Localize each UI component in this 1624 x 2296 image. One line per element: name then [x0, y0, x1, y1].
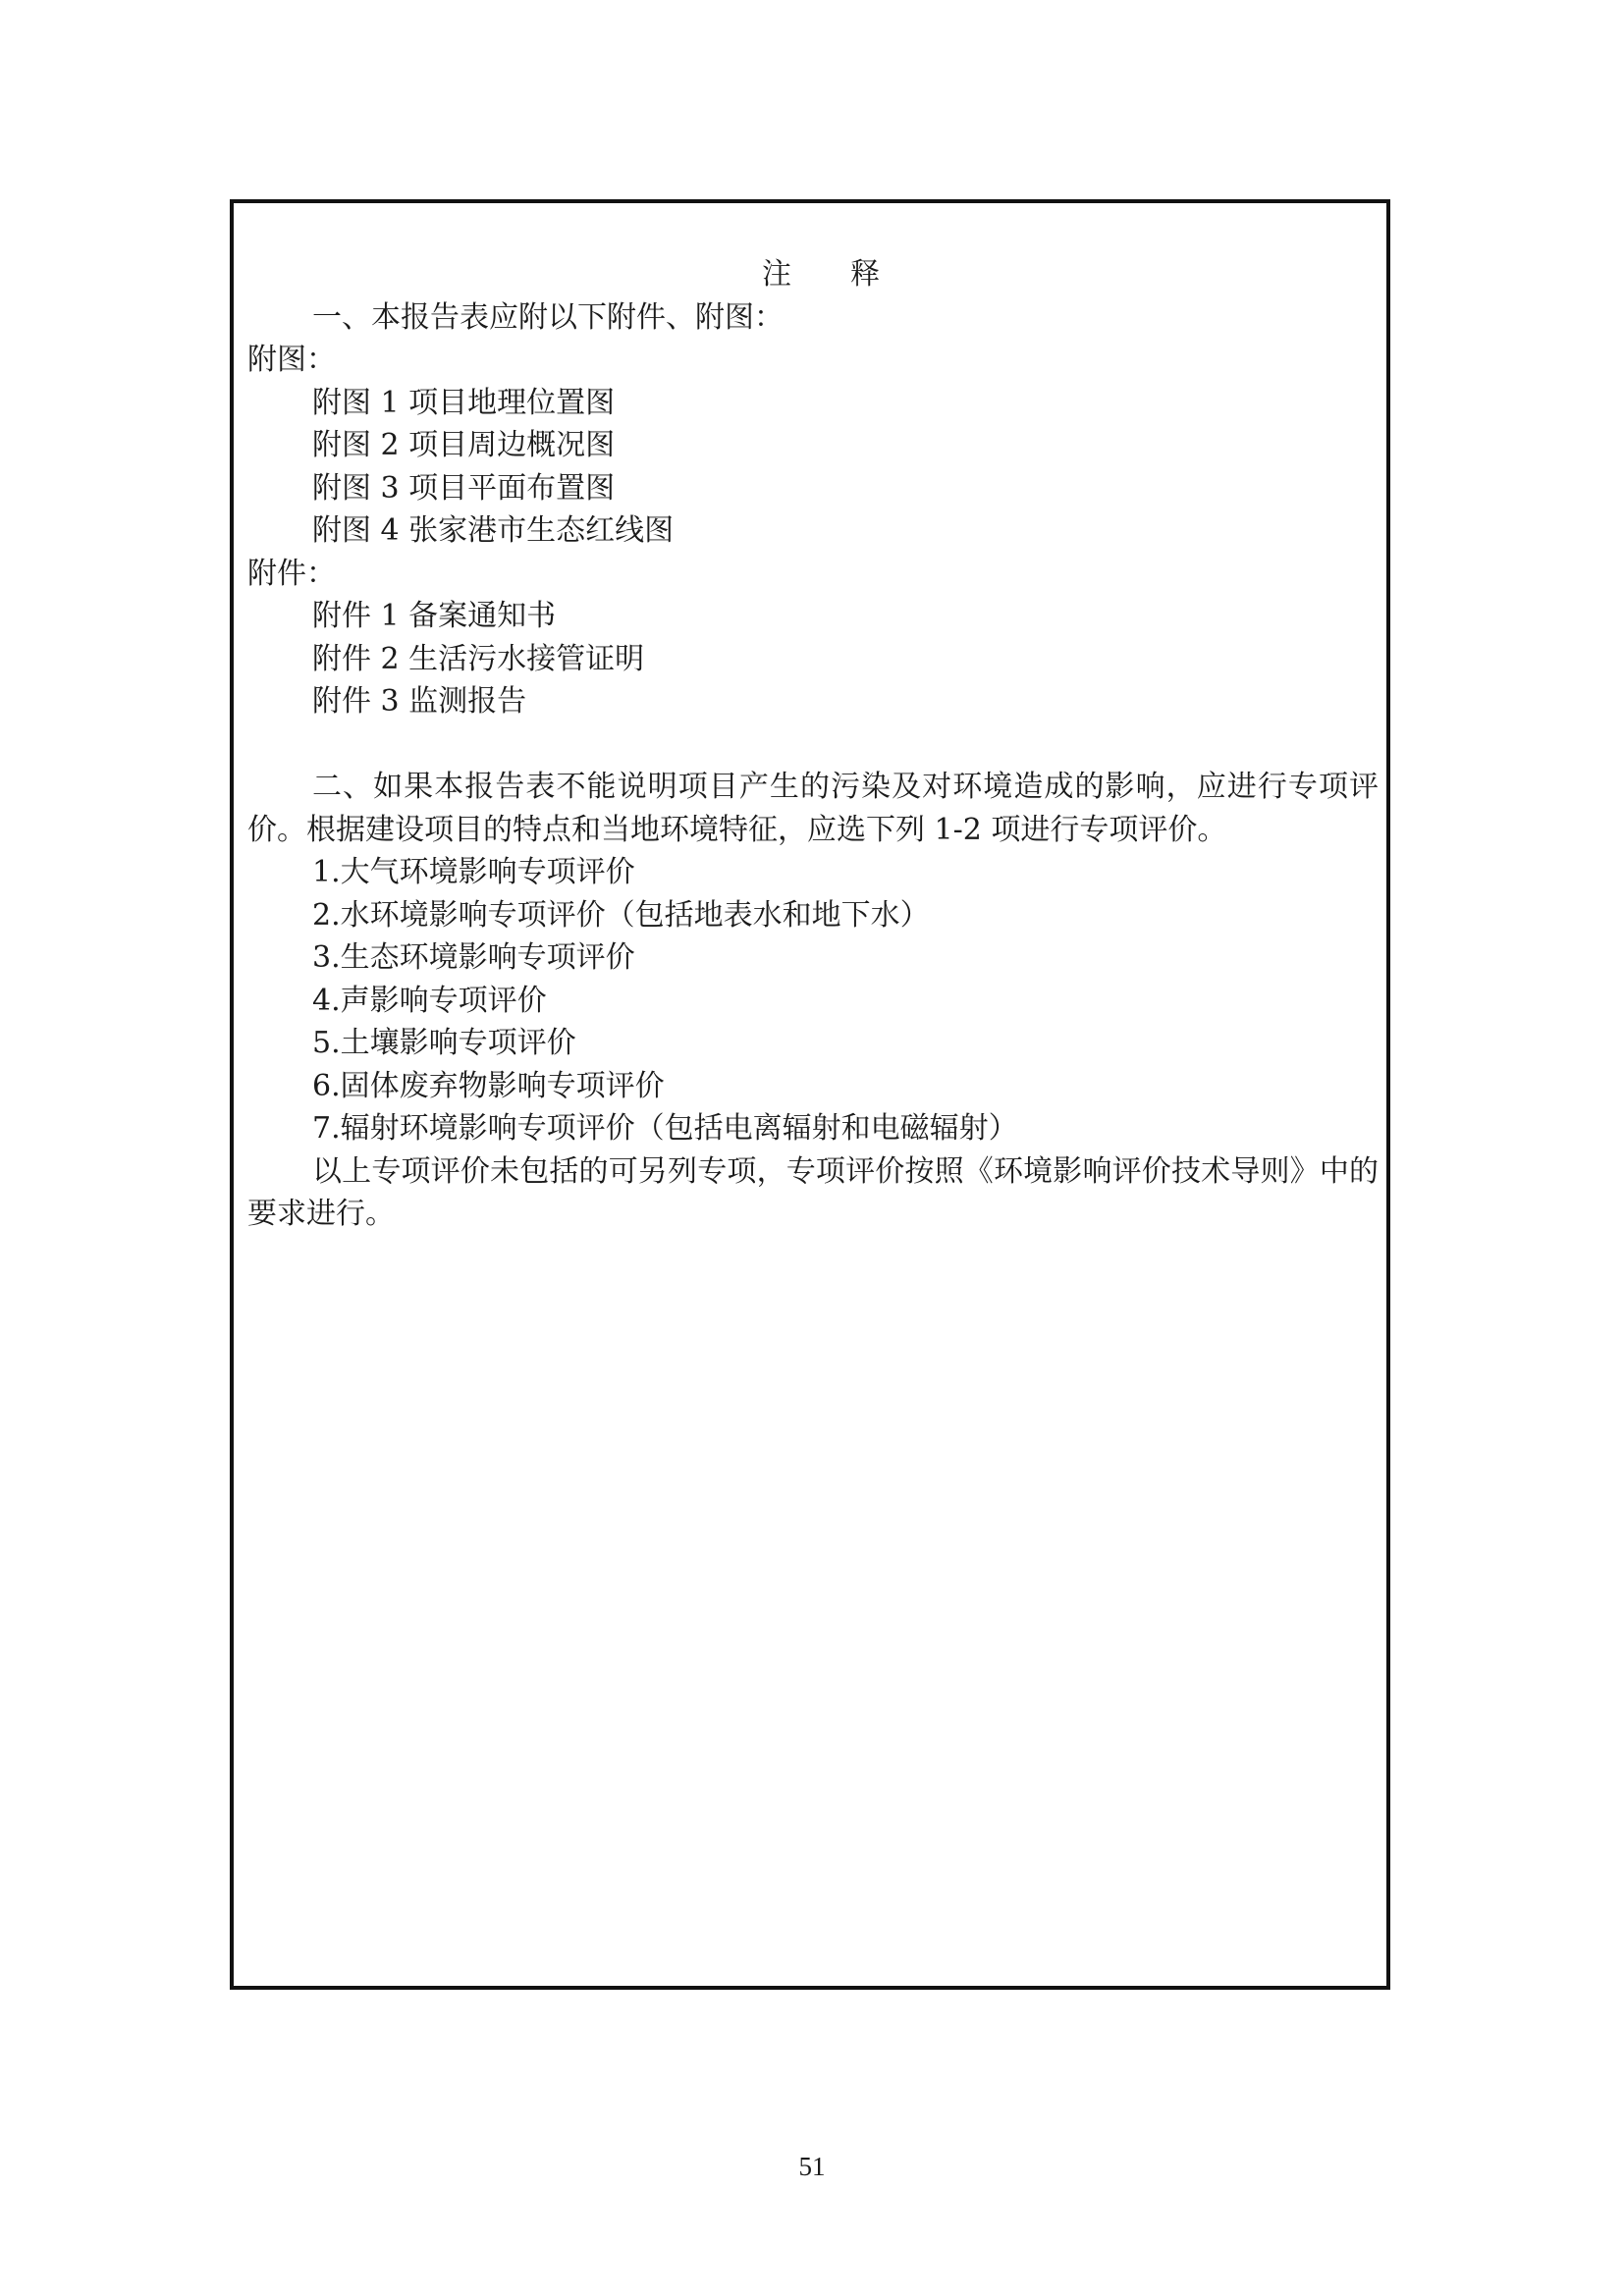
figure-item: 附图 1 项目地理位置图 — [312, 385, 616, 420]
attachments-heading: 附件： — [247, 556, 336, 591]
special-item: 3.生态环境影响专项评价 — [312, 940, 635, 975]
figures-heading: 附图： — [247, 343, 336, 377]
special-item: 2.水环境影响专项评价（包括地表水和地下水） — [312, 897, 930, 933]
special-item: 4.声影响专项评价 — [312, 983, 547, 1018]
notes-title-char-1: 注 — [762, 257, 791, 292]
special-item: 1.大气环境影响专项评价 — [312, 855, 635, 889]
section-2-paragraph: 二、如果本报告表不能说明项目产生的污染及对环境造成的影响，应进行专项评价。根据建设项目的特点和当地环境特征，应选下列 1-2 项进行专项评价。 — [247, 770, 1379, 847]
page-number: 51 — [798, 2152, 826, 2181]
figure-item: 附图 3 项目平面布置图 — [312, 470, 616, 506]
notes-title-char-2: 释 — [850, 257, 880, 292]
attachment-item: 附件 1 备案通知书 — [312, 599, 557, 633]
notes-title — [257, 253, 1384, 296]
special-item: 6.固体废弃物影响专项评价 — [312, 1068, 665, 1103]
section-1-intro: 一、本报告表应附以下附件、附图： — [312, 299, 784, 335]
special-item: 5.土壤影响专项评价 — [312, 1026, 576, 1060]
spacer — [247, 723, 1384, 767]
figure-item: 附图 4 张家港市生态红线图 — [312, 513, 675, 548]
notes-content — [247, 253, 1384, 1236]
figure-item: 附图 2 项目周边概况图 — [312, 428, 616, 462]
attachment-item: 附件 3 监测报告 — [312, 684, 527, 719]
attachment-item: 附件 2 生活污水接管证明 — [312, 641, 645, 676]
special-item: 7.辐射环境影响专项评价（包括电离辐射和电磁辐射） — [312, 1111, 1018, 1146]
closing-paragraph: 以上专项评价未包括的可另列专项，专项评价按照《环境影响评价技术导则》中的要求进行。 — [247, 1153, 1379, 1231]
